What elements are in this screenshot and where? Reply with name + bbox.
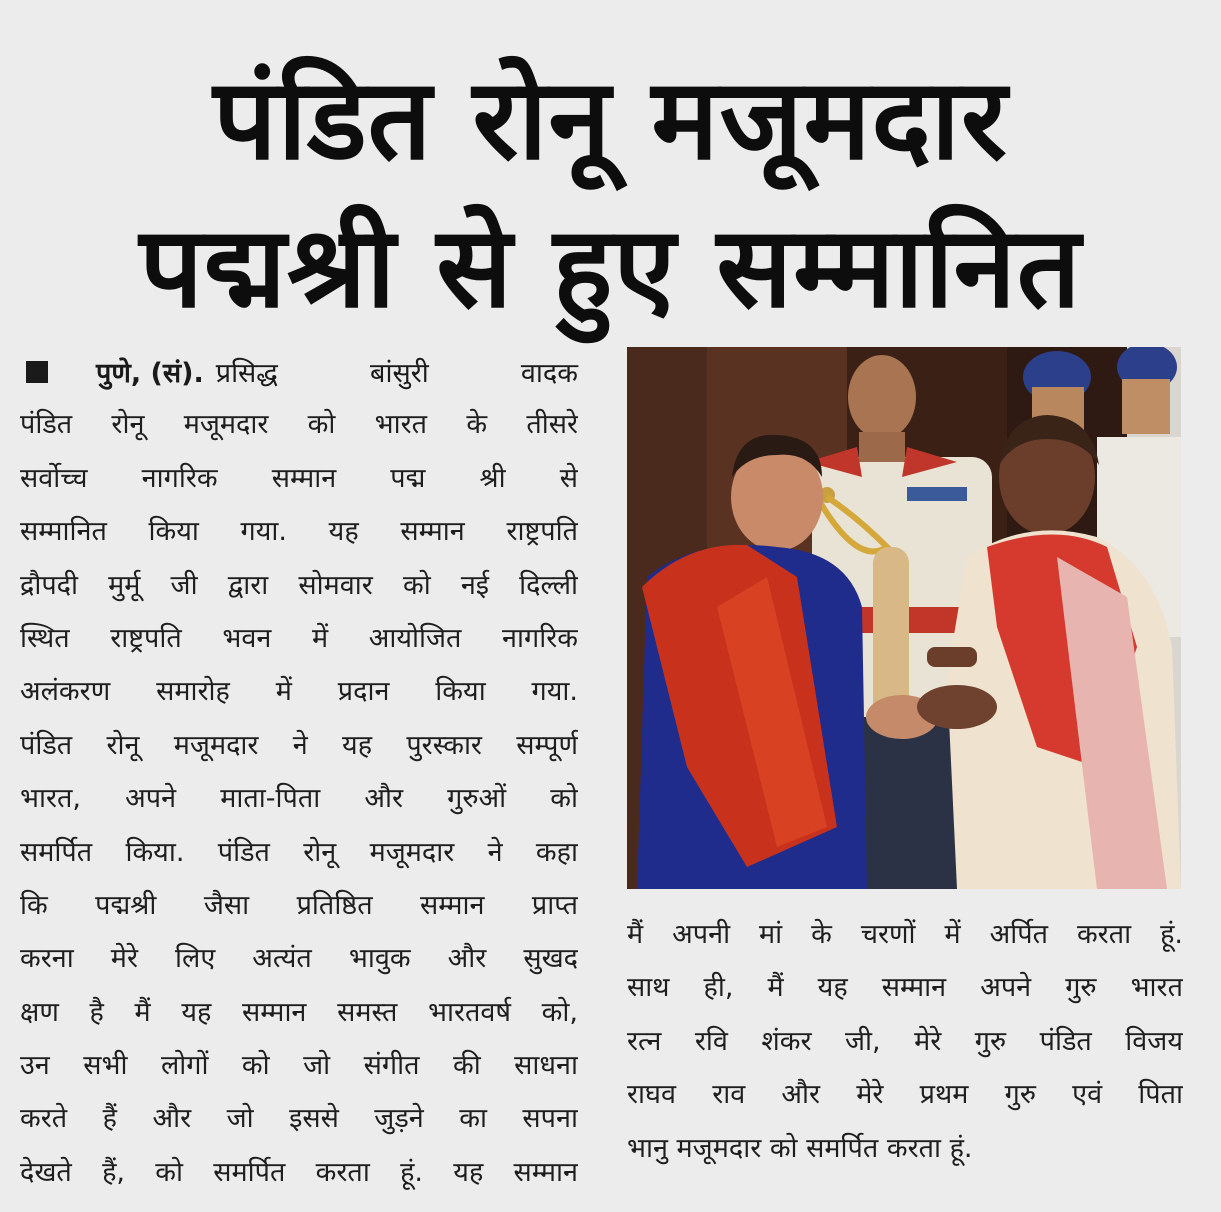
article-line: करते हैं और जो इससे जुड़ने का सपना — [20, 1103, 578, 1135]
article-line: स्थित राष्ट्रपति भवन में आयोजित नागरिक — [20, 622, 578, 654]
article-line: भारत, अपने माता-पिता और गुरुओं को — [20, 783, 578, 815]
bullet-square-icon — [26, 361, 48, 383]
article-line: द्रौपदी मुर्मू जी द्वारा सोमवार को नई दिल्ली — [20, 569, 578, 601]
article-line: मैं अपनी मां के चरणों में अर्पित करता हूं. — [627, 919, 1183, 950]
headline-line-2: पद्मश्री से हुए सम्मानित — [139, 203, 1082, 333]
article-line: साथ ही, मैं यह सम्मान अपने गुरु भारत — [627, 972, 1183, 1004]
article-line: सम्मानित किया गया. यह सम्मान राष्ट्रपति — [20, 516, 578, 548]
article-line: अलंकरण समारोह में प्रदान किया गया. — [20, 676, 578, 708]
article-line: उन सभी लोगों को जो संगीत की साधना — [20, 1050, 578, 1082]
article-line: भानु मजूमदार को समर्पित करता हूं. — [627, 1132, 973, 1164]
article-first-line — [20, 345, 578, 398]
article-line: समर्पित किया. पंडित रोनू मजूमदार ने कहा — [20, 836, 578, 868]
article-line: राघव राव और मेरे प्रथम गुरु एवं पिता — [627, 1079, 1183, 1111]
article-line: करना मेरे लिए अत्यंत भावुक और सुखद — [20, 943, 578, 975]
article-line: देखते हैं, को समर्पित करता हूं. यह सम्मान — [20, 1156, 578, 1188]
article-line: सर्वोच्च नागरिक सम्मान पद्म श्री से — [20, 462, 578, 494]
article-line: रत्न रवि शंकर जी, मेरे गुरु पंडित विजय — [627, 1025, 1183, 1057]
article-column-right — [627, 908, 1183, 1175]
dateline: पुणे, (सं). — [96, 358, 204, 390]
article-line: पंडित रोनू मजूमदार ने यह पुरस्कार सम्पूर्ण — [20, 729, 578, 761]
article-column-left — [20, 345, 578, 1199]
award-ceremony-photo — [627, 347, 1181, 889]
article-line: कि पद्मश्री जैसा प्रतिष्ठित सम्मान प्राप्त — [20, 889, 578, 921]
headline-line-1: पंडित रोनू मजूमदार — [213, 55, 1008, 185]
article-line: प्रसिद्ध बांसुरी वादक — [215, 358, 578, 390]
article-line: क्षण है मैं यह सम्मान समस्त भारतवर्ष को, — [20, 996, 578, 1028]
article-line: पंडित रोनू मजूमदार को भारत के तीसरे — [20, 409, 578, 441]
